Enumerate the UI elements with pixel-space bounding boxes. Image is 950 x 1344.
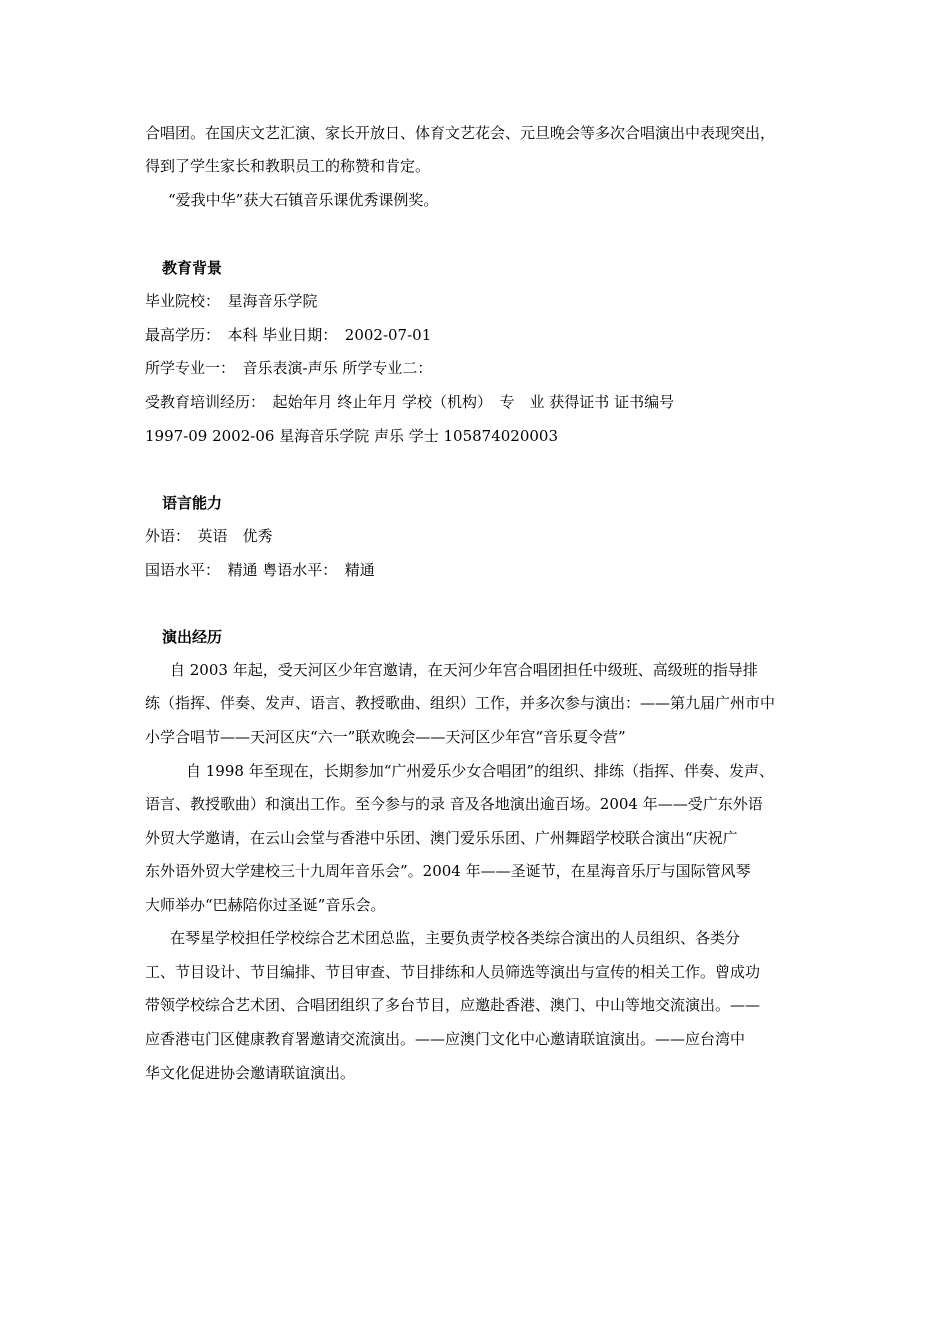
performance-p2-line: 语言、教授歌曲）和演出工作。至今参与的录 音及各地演出逾百场。2004 年——受广东外语 (145, 795, 763, 813)
education-heading: 教育背景 (162, 259, 223, 277)
performance-p3-line: 华文化促进协会邀请联谊演出。 (145, 1064, 356, 1082)
performance-p2-line: 大师举办“巴赫陪你过圣诞”音乐会。 (145, 896, 386, 914)
performance-p2-line: 外贸大学邀请，在云山会堂与香港中乐团、澳门爱乐乐团、广州舞蹈学校联合演出“庆祝广 (145, 829, 738, 847)
performance-p3-line: 应香港屯门区健康教育署邀请交流演出。——应澳门文化中心邀请联谊演出。——应台湾中 (145, 1030, 746, 1048)
language-heading: 语言能力 (162, 494, 223, 512)
performance-p3-line: 在琴星学校担任学校综合艺术团总监，主要负责学校各类综合演出的人员组织、各类分 (170, 929, 741, 947)
education-training-row: 1997-09 2002-06 星海音乐学院 声乐 学士 105874020003 (145, 427, 559, 445)
intro-line-1: 合唱团。在国庆文艺汇演、家长开放日、体育文艺花会、元旦晚会等多次合唱演出中表现突出， (145, 124, 776, 142)
performance-p2-line: 东外语外贸大学建校三十九周年音乐会”。2004 年——圣诞节，在星海音乐厅与国际管风琴 (145, 862, 751, 880)
education-major: 所学专业一： 音乐表演-声乐 所学专业二： (145, 359, 433, 377)
performance-p1-line: 练（指挥、伴奏、发声、语言、教授歌曲、组织）工作，并多次参与演出：——第九届广州市中 (145, 694, 776, 712)
performance-p3-line: 工、节目设计、节目编排、节目审查、节目排练和人员筛选等演出与宣传的相关工作。曾成功 (145, 963, 761, 981)
performance-p1-line: 小学合唱节——天河区庆“六一”联欢晚会——天河区少年宫“音乐夏令营” (145, 728, 626, 746)
performance-heading: 演出经历 (162, 628, 223, 646)
performance-p1-line: 自 2003 年起，受天河区少年宫邀请，在天河少年宫合唱团担任中级班、高级班的指导排 (170, 661, 758, 679)
language-foreign: 外语： 英语 优秀 (145, 527, 273, 545)
education-training-header: 受教育培训经历： 起始年月 终止年月 学校（机构） 专 业 获得证书 证书编号 (145, 393, 675, 411)
intro-award-line: “爱我中华”获大石镇音乐课优秀课例奖。 (168, 191, 439, 209)
intro-line-2: 得到了学生家长和教职员工的称赞和肯定。 (145, 157, 431, 175)
performance-p3-line: 带领学校综合艺术团、合唱团组织了多台节目，应邀赴香港、澳门、中山等地交流演出。—— (145, 996, 761, 1014)
language-dialects: 国语水平： 精通 粤语水平： 精通 (145, 561, 375, 579)
education-degree: 最高学历： 本科 毕业日期： 2002-07-01 (145, 326, 432, 344)
education-school: 毕业院校： 星海音乐学院 (145, 292, 318, 310)
performance-p2-line: 自 1998 年至现在，长期参加“广州爱乐少女合唱团”的组织、排练（指挥、伴奏、发声、 (186, 762, 775, 780)
